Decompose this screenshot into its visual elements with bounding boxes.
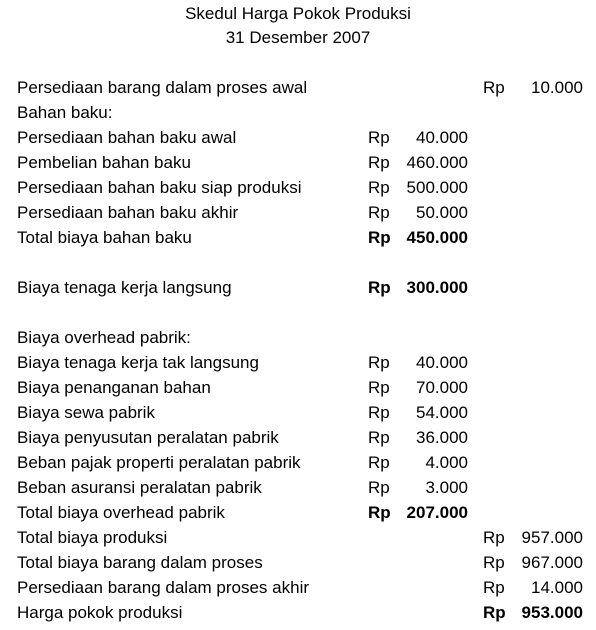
currency-symbol: Rp <box>368 153 390 172</box>
row-amount <box>368 275 468 300</box>
currency-symbol: Rp <box>368 278 391 297</box>
amount-value: 967.000 <box>521 553 583 572</box>
schedule-row <box>17 575 587 600</box>
amount-value: 40.000 <box>416 128 468 147</box>
currency-symbol: Rp <box>483 553 505 572</box>
currency-symbol: Rp <box>368 203 390 222</box>
row-amount <box>483 550 583 575</box>
schedule-row <box>17 150 587 175</box>
row-label: Biaya overhead pabrik: <box>17 328 191 347</box>
row-amount <box>368 375 468 400</box>
schedule-row <box>17 500 587 525</box>
row-label: Biaya tenaga kerja tak langsung <box>17 353 259 372</box>
schedule-row <box>17 325 587 350</box>
amount-value: 953.000 <box>521 603 583 622</box>
amount-value: 957.000 <box>521 528 583 547</box>
schedule-row <box>17 375 587 400</box>
currency-symbol: Rp <box>368 178 390 197</box>
schedule-row <box>17 550 587 575</box>
row-amount <box>368 200 468 225</box>
amount-value: 50.000 <box>416 203 468 222</box>
currency-symbol: Rp <box>483 78 505 97</box>
schedule-row <box>17 400 587 425</box>
row-label: Total biaya overhead pabrik <box>17 503 225 522</box>
currency-symbol: Rp <box>368 228 391 247</box>
row-amount <box>368 500 468 525</box>
schedule-row <box>17 75 587 100</box>
currency-symbol: Rp <box>483 578 505 597</box>
currency-symbol: Rp <box>483 528 505 547</box>
row-amount <box>368 350 468 375</box>
row-label: Persediaan bahan baku siap produksi <box>17 178 302 197</box>
schedule-row <box>17 425 587 450</box>
currency-symbol: Rp <box>368 478 390 497</box>
schedule-row <box>17 175 587 200</box>
row-amount <box>368 475 468 500</box>
schedule-row <box>17 525 587 550</box>
row-label: Persediaan bahan baku akhir <box>17 203 239 222</box>
document-date: 31 Desember 2007 <box>225 28 371 47</box>
amount-value: 460.000 <box>406 153 468 172</box>
schedule-row <box>17 475 587 500</box>
row-label: Persediaan barang dalam proses awal <box>17 78 308 97</box>
blank-row <box>17 300 587 325</box>
amount-value: 207.000 <box>406 503 468 522</box>
schedule-row <box>17 125 587 150</box>
amount-value: 10.000 <box>531 78 583 97</box>
schedule-row <box>17 275 587 300</box>
row-amount <box>368 225 468 250</box>
row-amount <box>368 450 468 475</box>
row-label: Total biaya produksi <box>17 528 168 547</box>
currency-symbol: Rp <box>368 353 390 372</box>
schedule-row <box>17 600 587 625</box>
amount-value: 3.000 <box>425 478 468 497</box>
amount-value: 4.000 <box>425 453 468 472</box>
row-label: Persediaan barang dalam proses akhir <box>17 578 310 597</box>
currency-symbol: Rp <box>483 603 506 622</box>
row-amount <box>483 575 583 600</box>
amount-value: 300.000 <box>406 278 468 297</box>
document-title: Skedul Harga Pokok Produksi <box>185 4 411 23</box>
currency-symbol: Rp <box>368 403 390 422</box>
row-amount <box>483 600 583 625</box>
row-label: Total biaya barang dalam proses <box>17 553 263 572</box>
row-amount <box>368 150 468 175</box>
schedule-row <box>17 225 587 250</box>
schedule-row <box>17 450 587 475</box>
schedule-row <box>17 200 587 225</box>
schedule-rows <box>17 75 587 625</box>
amount-value: 40.000 <box>416 353 468 372</box>
currency-symbol: Rp <box>368 428 390 447</box>
currency-symbol: Rp <box>368 378 390 397</box>
row-label: Biaya penanganan bahan <box>17 378 211 397</box>
row-label: Bahan baku: <box>17 103 113 122</box>
row-label: Beban asuransi peralatan pabrik <box>17 478 262 497</box>
row-amount <box>368 175 468 200</box>
row-label: Biaya penyusutan peralatan pabrik <box>17 428 279 447</box>
amount-value: 450.000 <box>406 228 468 247</box>
amount-value: 14.000 <box>531 578 583 597</box>
schedule-row <box>17 100 587 125</box>
row-label: Total biaya bahan baku <box>17 228 192 247</box>
currency-symbol: Rp <box>368 503 391 522</box>
amount-value: 36.000 <box>416 428 468 447</box>
row-amount <box>368 400 468 425</box>
row-label: Biaya tenaga kerja langsung <box>17 278 232 297</box>
schedule-row <box>17 350 587 375</box>
currency-symbol: Rp <box>368 128 390 147</box>
row-label: Biaya sewa pabrik <box>17 403 155 422</box>
amount-value: 54.000 <box>416 403 468 422</box>
row-label: Harga pokok produksi <box>17 603 183 622</box>
blank-row <box>17 250 587 275</box>
currency-symbol: Rp <box>368 453 390 472</box>
row-amount <box>483 525 583 550</box>
row-label: Pembelian bahan baku <box>17 153 191 172</box>
row-amount <box>368 425 468 450</box>
row-amount <box>368 125 468 150</box>
row-label: Beban pajak properti peralatan pabrik <box>17 453 301 472</box>
amount-value: 500.000 <box>406 178 468 197</box>
row-amount <box>483 75 583 100</box>
row-label: Persediaan bahan baku awal <box>17 128 237 147</box>
amount-value: 70.000 <box>416 378 468 397</box>
